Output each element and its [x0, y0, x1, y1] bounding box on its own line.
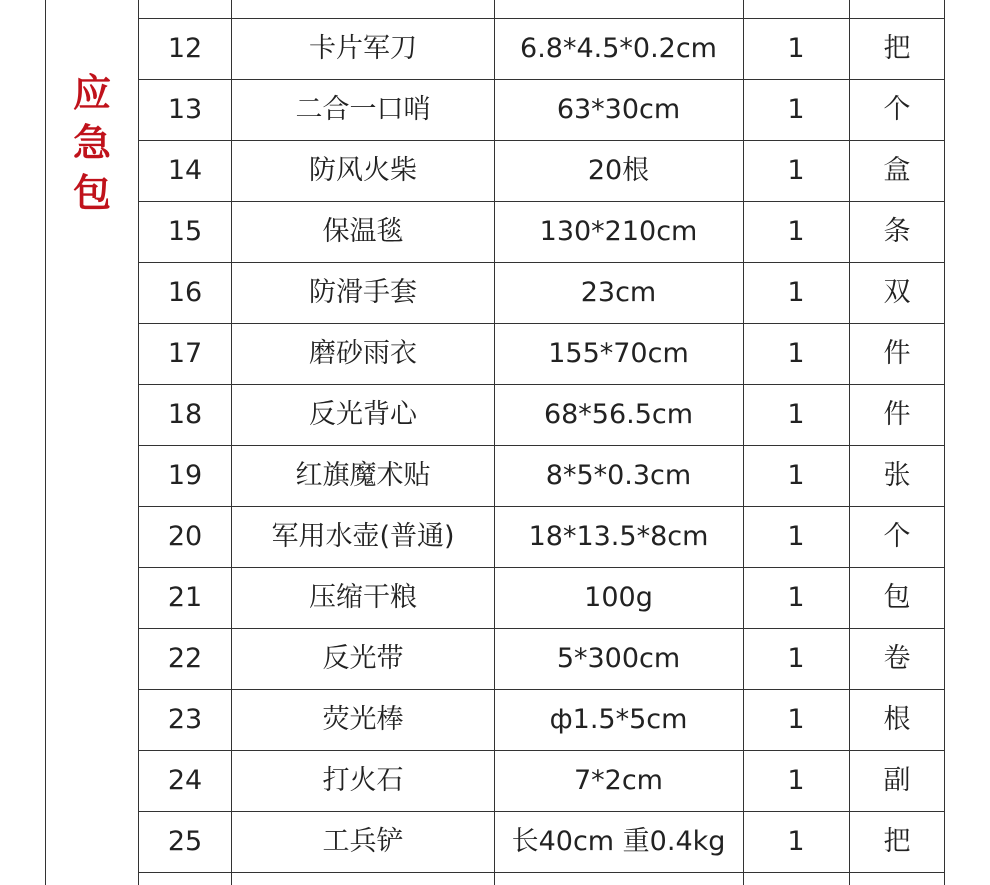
item-unit: 件: [883, 338, 911, 369]
item-quantity: 1: [787, 704, 805, 735]
table-row: [138, 201, 945, 262]
item-unit: 盒: [883, 155, 911, 186]
item-name: 军用水壶(普通): [271, 521, 455, 552]
item-unit: 条: [883, 216, 911, 247]
item-spec: 7*2cm: [573, 765, 663, 796]
item-name: 保温毯: [322, 216, 404, 247]
table-row: [138, 445, 945, 506]
item-unit: 个: [883, 521, 911, 552]
table-row: [138, 262, 945, 323]
item-name: 红旗魔术贴: [295, 460, 431, 491]
item-unit: 卷: [883, 643, 911, 674]
item-unit: 根: [883, 704, 911, 735]
table-row: [138, 79, 945, 140]
item-spec: 68*56.5cm: [543, 399, 694, 430]
item-name: 磨砂雨衣: [309, 338, 417, 369]
table-row: [138, 750, 945, 811]
table-row: [138, 567, 945, 628]
table-row: [138, 628, 945, 689]
table-row: [138, 140, 945, 201]
item-name: 反光带: [322, 643, 404, 674]
item-name: 荧光棒: [322, 704, 404, 735]
table-row: [138, 18, 945, 79]
item-name: 防滑手套: [309, 277, 417, 308]
item-unit: 把: [883, 33, 911, 64]
item-spec: 18*13.5*8cm: [528, 521, 709, 552]
item-name: 工兵铲: [322, 826, 404, 857]
item-spec: 130*210cm: [539, 216, 698, 247]
row-number: 15: [167, 216, 203, 247]
item-unit: 个: [883, 94, 911, 125]
item-quantity: 1: [787, 643, 805, 674]
row-divider: [138, 872, 945, 873]
row-number: 13: [167, 94, 203, 125]
item-name: 防风火柴: [309, 155, 417, 186]
table-row: [138, 811, 945, 872]
item-quantity: 1: [787, 460, 805, 491]
item-name: 反光背心: [309, 399, 417, 430]
item-spec: 155*70cm: [548, 338, 689, 369]
table-row: [138, 384, 945, 445]
row-number: 21: [167, 582, 203, 613]
item-name: 压缩干粮: [309, 582, 417, 613]
category-label: 应 急 包: [72, 71, 111, 215]
item-quantity: 1: [787, 582, 805, 613]
table-row: [138, 506, 945, 567]
item-spec: ф1.5*5cm: [549, 704, 688, 735]
item-quantity: 1: [787, 338, 805, 369]
row-number: 12: [167, 33, 203, 64]
item-quantity: 1: [787, 155, 805, 186]
item-spec: 5*300cm: [556, 643, 681, 674]
row-number: 20: [167, 521, 203, 552]
item-unit: 张: [883, 460, 911, 491]
item-spec: 8*5*0.3cm: [545, 460, 692, 491]
item-spec: 63*30cm: [556, 94, 681, 125]
item-spec: 20根: [587, 155, 650, 186]
item-quantity: 1: [787, 521, 805, 552]
row-number: 22: [167, 643, 203, 674]
item-unit: 包: [883, 582, 911, 613]
item-quantity: 1: [787, 826, 805, 857]
item-spec: 长40cm 重0.4kg: [511, 826, 726, 857]
item-name: 卡片军刀: [309, 33, 417, 64]
item-quantity: 1: [787, 277, 805, 308]
row-number: 18: [167, 399, 203, 430]
item-unit: 把: [883, 826, 911, 857]
item-spec: 100g: [584, 582, 653, 613]
item-spec: 23cm: [580, 277, 657, 308]
item-quantity: 1: [787, 94, 805, 125]
row-number: 23: [167, 704, 203, 735]
row-number: 25: [167, 826, 203, 857]
item-name: 二合一口哨: [295, 94, 431, 125]
item-unit: 双: [883, 277, 911, 308]
item-name: 打火石: [322, 765, 404, 796]
row-number: 24: [167, 765, 203, 796]
row-number: 17: [167, 338, 203, 369]
item-quantity: 1: [787, 33, 805, 64]
item-unit: 副: [883, 765, 911, 796]
item-unit: 件: [883, 399, 911, 430]
row-number: 19: [167, 460, 203, 491]
table-row: [138, 689, 945, 750]
row-number: 16: [167, 277, 203, 308]
item-quantity: 1: [787, 216, 805, 247]
table-row: [138, 323, 945, 384]
item-quantity: 1: [787, 399, 805, 430]
item-quantity: 1: [787, 765, 805, 796]
row-number: 14: [167, 155, 203, 186]
item-spec: 6.8*4.5*0.2cm: [520, 33, 717, 64]
